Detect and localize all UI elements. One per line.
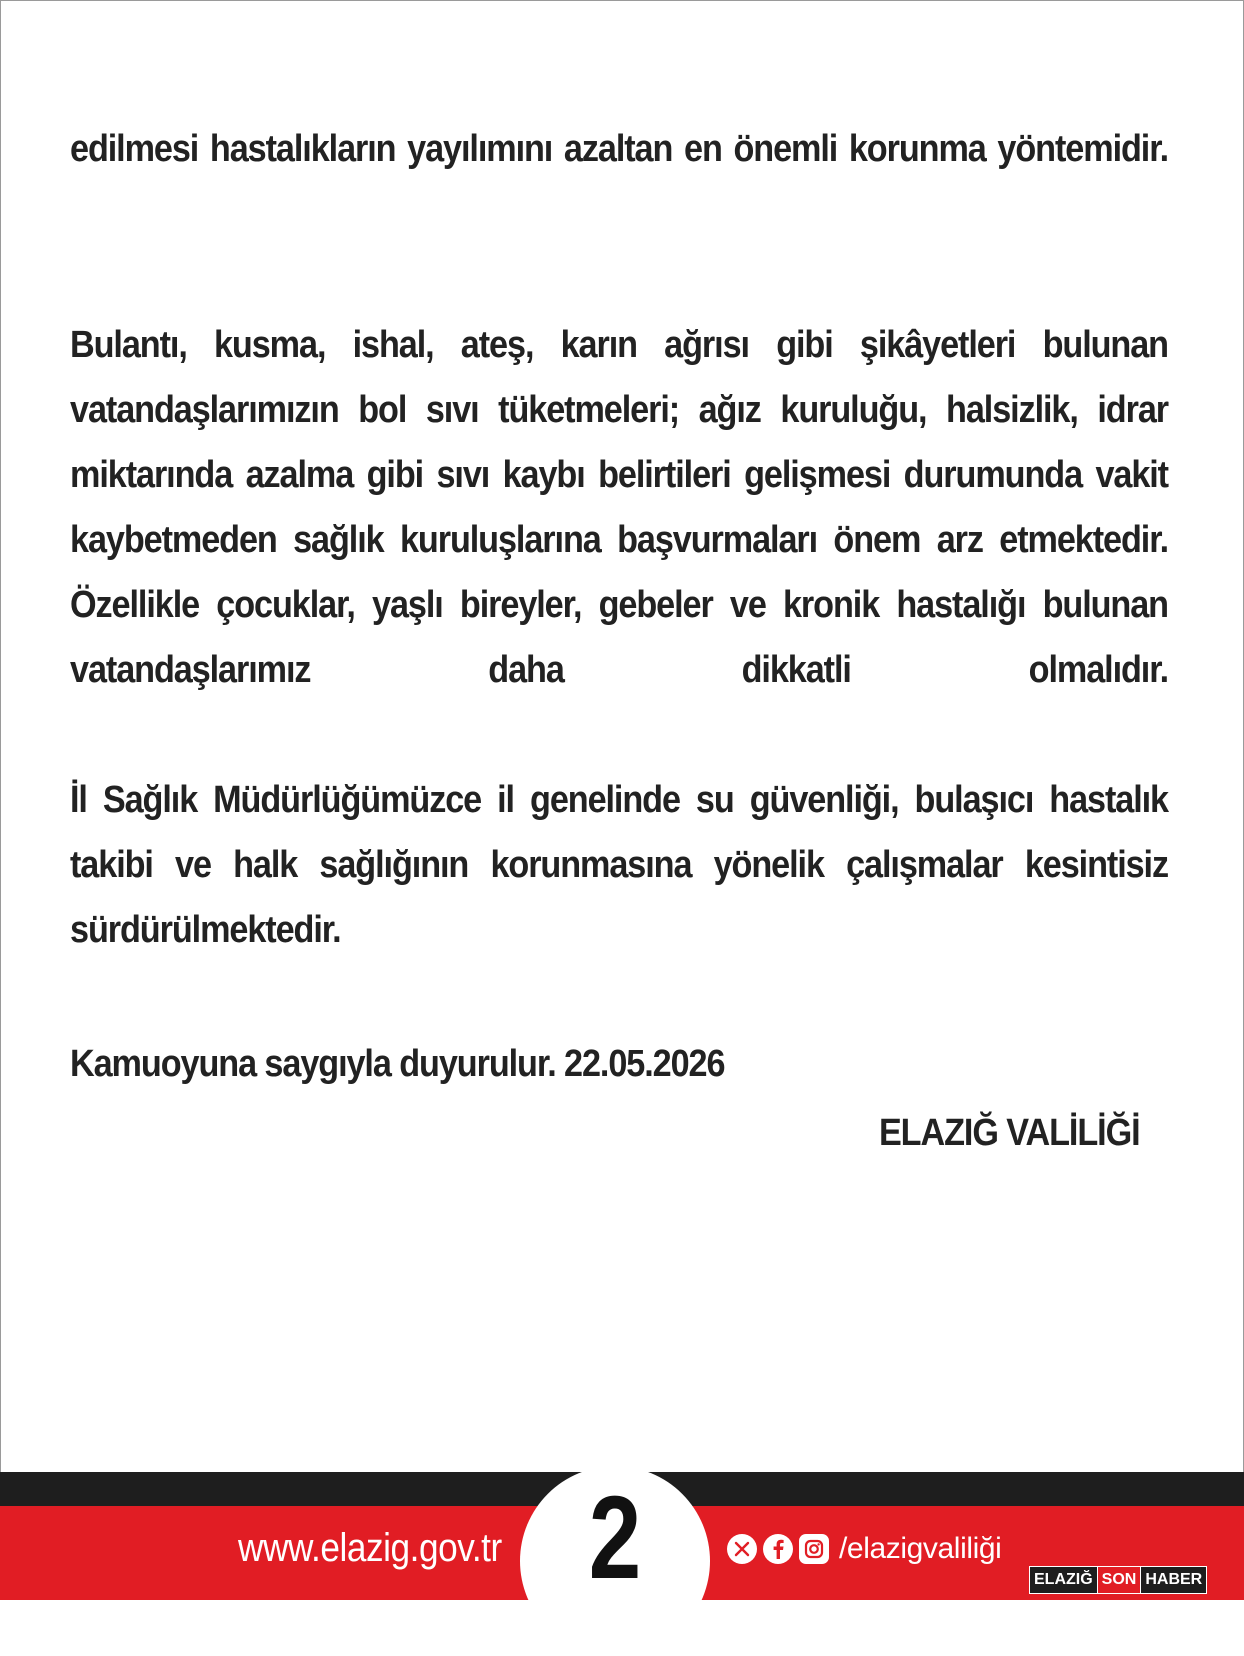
brand-part-3: HABER (1141, 1567, 1206, 1593)
closing-line: Kamuoyuna saygıyla duyurulur. 22.05.2026 (70, 1043, 725, 1085)
facebook-icon[interactable] (763, 1534, 793, 1564)
paragraph-1: edilmesi hastalıkların yayılımını azaltan en önemli korunma yöntemidir. (70, 128, 1168, 170)
signature: ELAZIĞ VALİLİĞİ (879, 1112, 1140, 1154)
instagram-icon[interactable] (799, 1534, 829, 1564)
paragraph-2: Bulantı, kusma, ishal, ateş, karın ağrısı gibi şikâyetleri bulunan vatandaşlarımızın bol sıvı tüketmeleri; ağız kuruluğu, halsizlik, idrar miktarında azalma gibi sıvı kaybı belirtileri gelişmesi durumunda vakit kaybetmeden sağlık kuruluşlarına başvurmaları önem arz etmektedir. Özellikle çocuklar, yaşlı bireyler, gebeler ve kronik hastalığı bulunan vatandaşlarımız daha dikkatli olmalıdır. (70, 324, 1168, 691)
page-number: 2 (588, 1472, 642, 1604)
x-icon[interactable] (727, 1534, 757, 1564)
social-handle[interactable]: /elazigvaliliği (839, 1532, 1002, 1565)
brand-part-1: ELAZIĞ (1030, 1567, 1097, 1593)
website-link[interactable]: www.elazig.gov.tr (238, 1526, 502, 1570)
brand-logo (1029, 1566, 1207, 1594)
social-links (727, 1528, 1001, 1570)
brand-part-2: SON (1097, 1567, 1142, 1593)
paragraph-3: İl Sağlık Müdürlüğümüzce il genelinde su güvenliği, bulaşıcı hastalık takibi ve halk sağlığının korunmasına yönelik çalışmalar kesintisiz sürdürülmektedir. (70, 779, 1168, 951)
